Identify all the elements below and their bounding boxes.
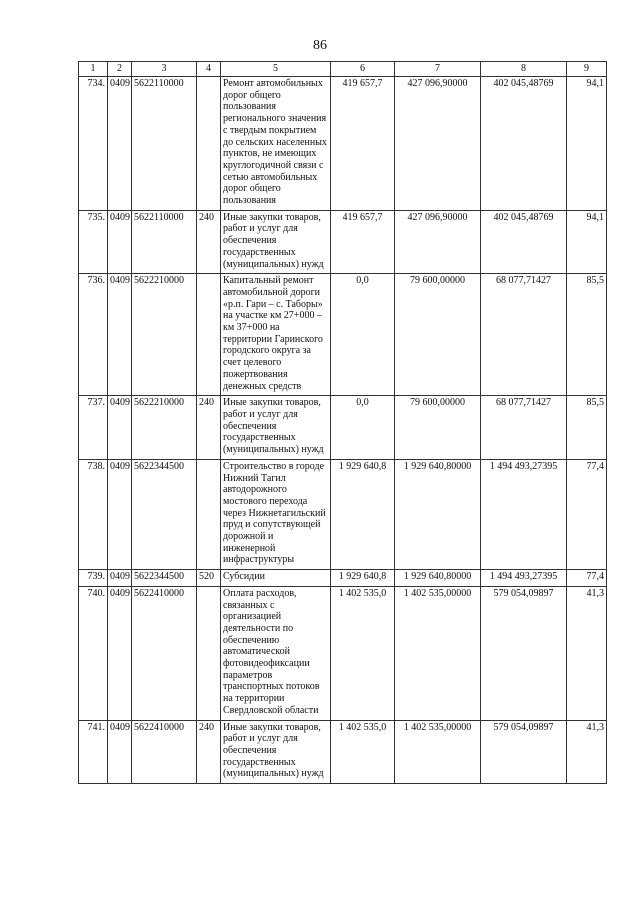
table-row xyxy=(79,210,607,274)
target-code: 5622410000 xyxy=(132,720,197,784)
value-col8: 579 054,09897 xyxy=(481,586,567,720)
item-name: Иные закупки товаров, работ и услуг для обеспечения государственных (муниципальных) нужд xyxy=(221,210,331,274)
section-code: 0409 xyxy=(108,210,132,274)
row-number: 739. xyxy=(79,570,108,587)
row-number: 740. xyxy=(79,586,108,720)
budget-table xyxy=(78,61,607,784)
row-number: 736. xyxy=(79,274,108,396)
value-col6: 1 929 640,8 xyxy=(331,459,395,569)
item-name: Оплата расходов, связанных с организацией деятельности по обеспечению автоматической фотовидеофиксации параметров транспортных потоков на территории Свердловской области xyxy=(221,586,331,720)
column-header-9: 9 xyxy=(567,62,607,77)
item-name: Строительство в городе Нижний Тагил автодорожного мостового перехода через Нижнетагильский пруд и сопутствующей дорожной и инженерной инфраструктуры xyxy=(221,459,331,569)
table-row xyxy=(79,396,607,460)
value-col7: 1 402 535,00000 xyxy=(395,586,481,720)
column-header-1: 1 xyxy=(79,62,108,77)
row-number: 738. xyxy=(79,459,108,569)
value-col7: 79 600,00000 xyxy=(395,396,481,460)
column-header-2: 2 xyxy=(108,62,132,77)
column-header-8: 8 xyxy=(481,62,567,77)
value-col6: 1 402 535,0 xyxy=(331,586,395,720)
target-code: 5622210000 xyxy=(132,274,197,396)
value-col7: 427 096,90000 xyxy=(395,210,481,274)
section-code: 0409 xyxy=(108,396,132,460)
item-name: Иные закупки товаров, работ и услуг для обеспечения государственных (муниципальных) нужд xyxy=(221,720,331,784)
expense-kind: 240 xyxy=(197,396,221,460)
target-code: 5622344500 xyxy=(132,459,197,569)
item-name: Ремонт автомобильных дорог общего пользования регионального значения с твердым покрытием до сельских населенных пунктов, не имеющих круглогодичной связи с сетью автомобильных дорог общего пользования xyxy=(221,77,331,211)
value-col6: 419 657,7 xyxy=(331,77,395,211)
value-col9: 85,5 xyxy=(567,274,607,396)
expense-kind xyxy=(197,586,221,720)
column-header-5: 5 xyxy=(221,62,331,77)
item-name: Субсидии xyxy=(221,570,331,587)
table-row xyxy=(79,459,607,569)
value-col7: 427 096,90000 xyxy=(395,77,481,211)
section-code: 0409 xyxy=(108,586,132,720)
value-col8: 1 494 493,27395 xyxy=(481,570,567,587)
expense-kind xyxy=(197,459,221,569)
value-col9: 94,1 xyxy=(567,77,607,211)
table-row xyxy=(79,77,607,211)
column-header-7: 7 xyxy=(395,62,481,77)
value-col9: 77,4 xyxy=(567,459,607,569)
value-col9: 41,3 xyxy=(567,720,607,784)
header-row xyxy=(79,62,607,77)
target-code: 5622344500 xyxy=(132,570,197,587)
row-number: 735. xyxy=(79,210,108,274)
value-col8: 1 494 493,27395 xyxy=(481,459,567,569)
section-code: 0409 xyxy=(108,720,132,784)
value-col6: 0,0 xyxy=(331,396,395,460)
value-col8: 68 077,71427 xyxy=(481,396,567,460)
item-name: Капитальный ремонт автомобильной дороги «р.п. Гари – с. Таборы» на участке км 27+000 – км 37+000 на территории Гаринского городского округа за счет целевого пожертвования денежных средств xyxy=(221,274,331,396)
column-header-3: 3 xyxy=(132,62,197,77)
page-number: 86 xyxy=(313,38,327,53)
item-name: Иные закупки товаров, работ и услуг для обеспечения государственных (муниципальных) нужд xyxy=(221,396,331,460)
section-code: 0409 xyxy=(108,459,132,569)
value-col7: 1 929 640,80000 xyxy=(395,570,481,587)
value-col9: 41,3 xyxy=(567,586,607,720)
value-col8: 402 045,48769 xyxy=(481,210,567,274)
expense-kind: 240 xyxy=(197,720,221,784)
value-col7: 79 600,00000 xyxy=(395,274,481,396)
value-col8: 68 077,71427 xyxy=(481,274,567,396)
table-row xyxy=(79,274,607,396)
target-code: 5622110000 xyxy=(132,77,197,211)
table-row xyxy=(79,720,607,784)
section-code: 0409 xyxy=(108,274,132,396)
value-col9: 94,1 xyxy=(567,210,607,274)
expense-kind xyxy=(197,77,221,211)
value-col6: 1 929 640,8 xyxy=(331,570,395,587)
section-code: 0409 xyxy=(108,570,132,587)
row-number: 737. xyxy=(79,396,108,460)
target-code: 5622410000 xyxy=(132,586,197,720)
column-header-4: 4 xyxy=(197,62,221,77)
value-col6: 419 657,7 xyxy=(331,210,395,274)
target-code: 5622210000 xyxy=(132,396,197,460)
value-col7: 1 929 640,80000 xyxy=(395,459,481,569)
table-row xyxy=(79,570,607,587)
value-col9: 85,5 xyxy=(567,396,607,460)
value-col9: 77,4 xyxy=(567,570,607,587)
row-number: 741. xyxy=(79,720,108,784)
column-header-6: 6 xyxy=(331,62,395,77)
value-col8: 402 045,48769 xyxy=(481,77,567,211)
section-code: 0409 xyxy=(108,77,132,211)
target-code: 5622110000 xyxy=(132,210,197,274)
value-col6: 0,0 xyxy=(331,274,395,396)
row-number: 734. xyxy=(79,77,108,211)
value-col8: 579 054,09897 xyxy=(481,720,567,784)
table-row xyxy=(79,586,607,720)
expense-kind: 240 xyxy=(197,210,221,274)
value-col7: 1 402 535,00000 xyxy=(395,720,481,784)
expense-kind xyxy=(197,274,221,396)
value-col6: 1 402 535,0 xyxy=(331,720,395,784)
expense-kind: 520 xyxy=(197,570,221,587)
